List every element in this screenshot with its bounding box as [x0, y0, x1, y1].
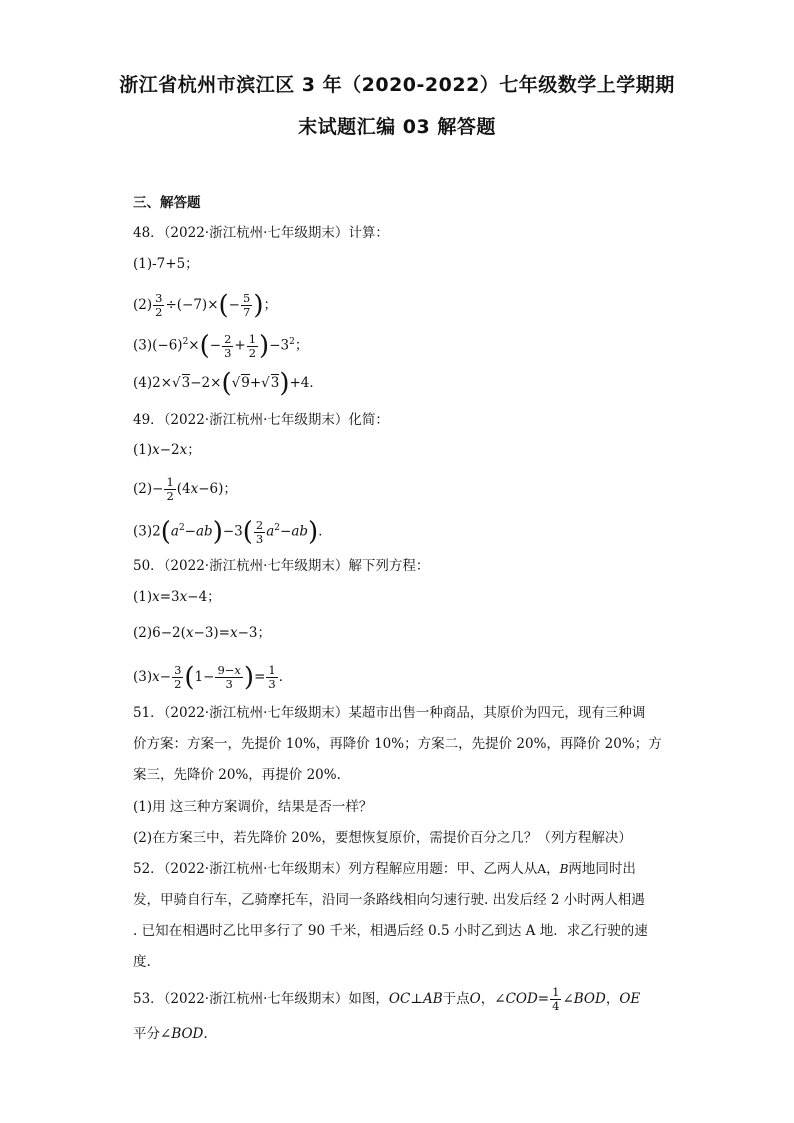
section-heading: 三、解答题: [133, 195, 201, 211]
document-title-line1: 浙江省杭州市滨江区 3 年（2020-2022）七年级数学上学期期: [119, 74, 675, 96]
q50-part1: (1)x=3x−4；: [133, 589, 221, 605]
q53-line2: 平分∠BOD.: [133, 1026, 208, 1042]
document-title-line2: 末试题汇编 03 解答题: [298, 116, 496, 138]
q48-stem: [133, 223, 673, 243]
q52-line3: . 已知在相遇时乙比甲多行了 90 千米，相遇后经 0.5 小时乙到达 A 地．求乙行驶的速: [133, 923, 648, 939]
q49-part3: $(3)2(a^2-ab)-3$( $\frac{2}{3}$ $a^2-ab$)．: [133, 517, 332, 547]
q51-sub1: (1)用 这三种方案调价，结果是否一样？: [133, 799, 373, 815]
q52-line2: 发，甲骑自行车，乙骑摩托车，沿同一条路线相向匀速行驶. 出发后经 2 小时两人相遇: [133, 892, 645, 908]
q48-source: （2022·浙江杭州·七年级期末）: [163, 225, 349, 241]
q48-part2: (2) $\frac{3}{2}$ ÷(−7)×(− $\frac{5}{7}$ )；: [133, 290, 277, 321]
q49-stem: 49．（2022·浙江杭州·七年级期末）化简：: [133, 412, 389, 428]
q50-part2: (2)6−2(x−3)=x−3；: [133, 625, 272, 641]
q48-part4: (4)2×√3−2×(√9+√3)+4．: [133, 368, 323, 399]
q50-part3: (3)x− $\frac{3}{2}$ (1− $\frac{9-x}{3}$ )= $\frac{1}{3}$ ．: [133, 662, 293, 693]
q49-part2: (2)− $\frac{1}{2}$ (4x−6)；: [133, 475, 237, 503]
q53-line1: 53．（2022·浙江杭州·七年级期末）如图，OC⊥AB于点O，∠COD= $\frac{1}{4}$ ∠BOD，OE: [133, 985, 641, 1013]
q48-prompt: 计算：: [348, 225, 389, 241]
q49-part1: (1)x−2x；: [133, 442, 201, 458]
q51-line1: 51．（2022·浙江杭州·七年级期末）某超市出售一种商品，其原价为四元，现有三种调: [133, 705, 646, 721]
q48-part3: $(3)(-6)^2\times(-$ $\frac{2}{3}$ + $\frac{1}{2}$ )$-3^2$；: [133, 331, 309, 361]
q51-sub2: (2)在方案三中，若先降价 20%，要想恢复原价，需提价百分之几？（列方程解决）: [133, 830, 632, 846]
q50-stem: 50．（2022·浙江杭州·七年级期末）解下列方程：: [133, 558, 430, 574]
q52-line1: 52．（2022·浙江杭州·七年级期末）列方程解应用题：甲、乙两人从A，B两地同时出: [133, 861, 636, 877]
q51-line2: 价方案：方案一，先提价 10%，再降价 10%；方案二，先提价 20%，再降价 20%；方: [133, 736, 662, 752]
q48-part1: (1)-7+5；: [133, 256, 199, 272]
q48-number: 48．: [133, 225, 164, 241]
q52-line4: 度.: [133, 954, 151, 970]
q51-line3: 案三，先降价 20%，再提价 20%.: [133, 767, 341, 783]
